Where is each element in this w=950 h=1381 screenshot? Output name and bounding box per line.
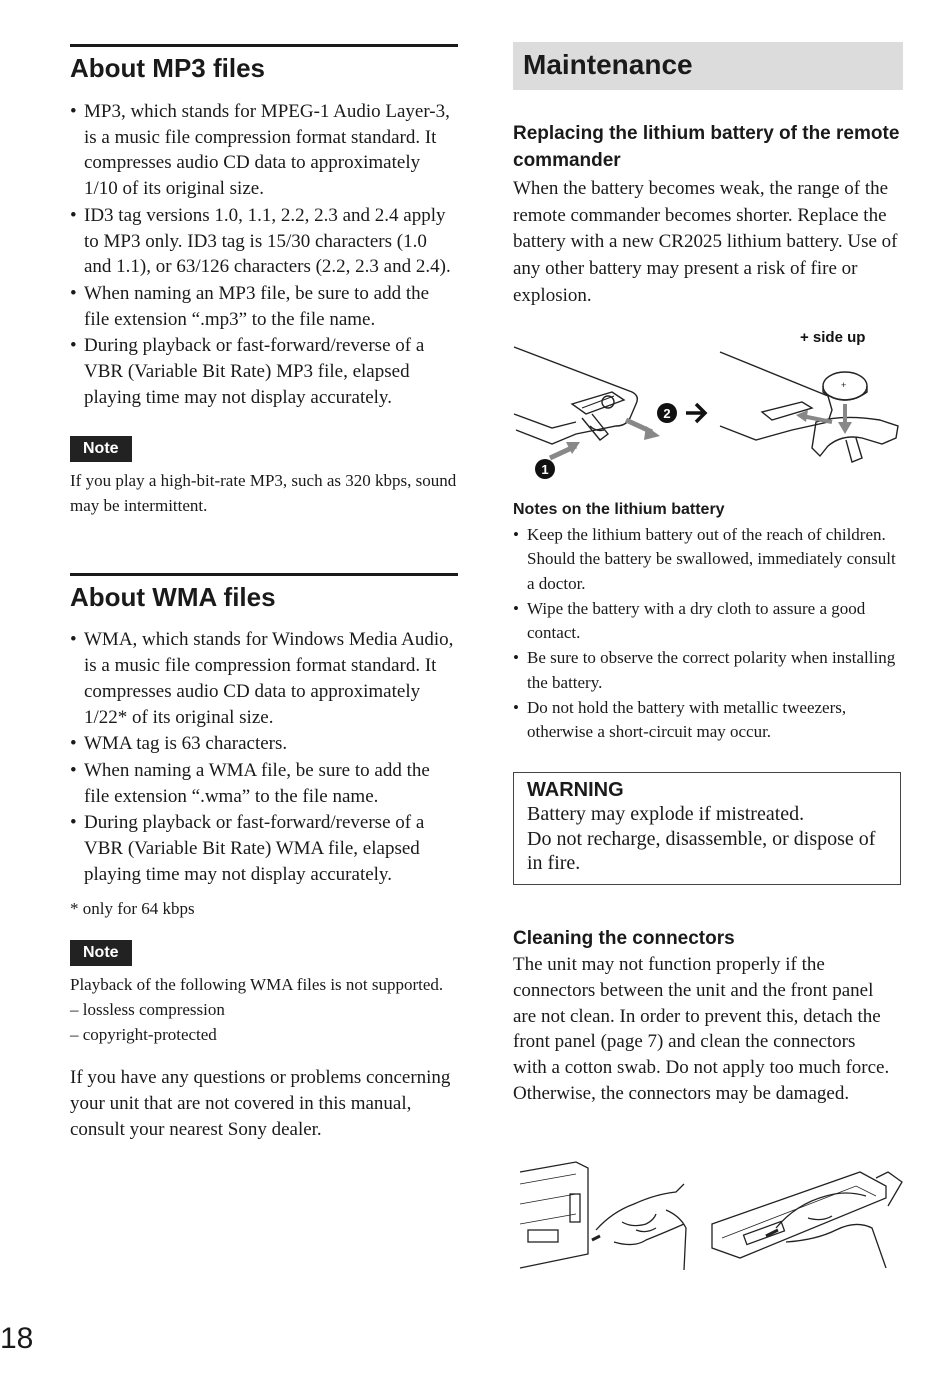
lithium-notes-heading: Notes on the lithium battery — [513, 501, 725, 518]
wma-bullet: • During playback or fast-forward/reverse of a VBR (Variable Bit Rate) WMA file, elapsed playing time may not display accurately. — [70, 810, 458, 887]
mp3-bullet: • When naming an MP3 file, be sure to add the file extension “.mp3” to the file name. — [70, 281, 458, 332]
side-up-label: + side up — [800, 329, 866, 346]
lithium-note: • Do not hold the battery with metallic tweezers, otherwise a short-circuit may occur. — [513, 696, 903, 745]
wma-note-item: – lossless compression — [70, 1000, 225, 1020]
mp3-section — [70, 44, 458, 518]
lithium-note: • Keep the lithium battery out of the reach of children. Should the battery be swallowed, immediately consult a doctor. — [513, 523, 903, 596]
warning-line: Battery may explode if mistreated. — [527, 803, 805, 825]
mp3-note-text: If you play a high-bit-rate MP3, such as 320 kbps, sound may be intermittent. — [70, 471, 457, 516]
mp3-heading: About MP3 files — [70, 53, 266, 83]
warning-line: Do not recharge, disassemble, or dispose of in fire. — [527, 827, 876, 874]
wma-bullet: • When naming a WMA file, be sure to add the file extension “.wma” to the file name. — [70, 758, 458, 809]
wma-note-item: – copyright-protected — [70, 1025, 217, 1045]
wma-bullet: • WMA, which stands for Windows Media Audio, is a music file compression format standard. It compresses audio CD data to approximately 1/22* of its original size. — [70, 627, 458, 730]
step-2-label: 2 — [663, 406, 671, 421]
connector-cleaning-illustration — [516, 1144, 904, 1272]
battery-text: When the battery becomes weak, the range of the remote commander becomes shorter. Replace the battery with a new CR2025 lithium battery. Use of any other battery may present a risk of fire or explosion. — [513, 178, 898, 306]
wma-note-text: Playback of the following WMA files is not supported. — [70, 975, 444, 995]
mp3-bullet: • During playback or fast-forward/reverse of a VBR (Variable Bit Rate) MP3 file, elapsed playing time may not display accurately. — [70, 333, 458, 410]
svg-text:+: + — [841, 380, 847, 390]
warning-title: WARNING — [527, 779, 624, 801]
right-column — [513, 42, 903, 310]
wma-heading: About WMA files — [70, 582, 276, 613]
lithium-notes-list — [513, 523, 903, 745]
mp3-bullet: • ID3 tag versions 1.0, 1.1, 2.2, 2.3 and 2.4 apply to MP3 only. ID3 tag is 15/30 characters (1.0 and 1.1), or 63/126 characters (2.2, 2.3 and 2.4). — [70, 203, 458, 280]
maintenance-heading: Maintenance — [523, 49, 693, 80]
mp3-bullet: • MP3, which stands for MPEG-1 Audio Layer-3, is a music file compression format standard. It compresses audio CD data to approximately 1/10 of its original size. — [70, 99, 458, 202]
page-number: 18 — [0, 1322, 34, 1355]
mp3-bullet-list — [70, 99, 458, 410]
cleaning-heading: Cleaning the connectors — [513, 928, 735, 949]
wma-footnote: * only for 64 kbps — [70, 899, 195, 919]
maintenance-banner — [513, 42, 903, 90]
wma-bullet: • WMA tag is 63 characters. — [70, 731, 458, 757]
wma-section — [70, 573, 458, 1143]
battery-heading: Replacing the lithium battery of the remote commander — [513, 123, 900, 171]
cleaning-section — [513, 925, 893, 1107]
wma-note-badge: Note — [70, 940, 132, 966]
step-1-label: 1 — [541, 462, 549, 477]
mp3-note-badge: Note — [70, 436, 132, 462]
left-column — [70, 44, 458, 1143]
lithium-note: • Be sure to observe the correct polarity when installing the battery. — [513, 646, 903, 695]
arrow-right-icon — [686, 404, 705, 422]
lithium-notes — [513, 499, 903, 746]
wma-bullet-list — [70, 627, 458, 887]
lithium-note: • Wipe the battery with a dry cloth to assure a good contact. — [513, 597, 903, 646]
cleaning-text: The unit may not function properly if the connectors between the unit and the front panel are not clean. In order to prevent this, detach the front panel (page 7) and clean the connectors with a cotton swab. Do not apply too much force. Otherwise, the connectors may be damaged. — [513, 954, 890, 1104]
warning-box — [513, 772, 901, 885]
battery-replacement-illustration — [512, 322, 904, 482]
closing-text: If you have any questions or problems concerning your unit that are not covered in this manual, consult your nearest Sony dealer. — [70, 1067, 451, 1141]
